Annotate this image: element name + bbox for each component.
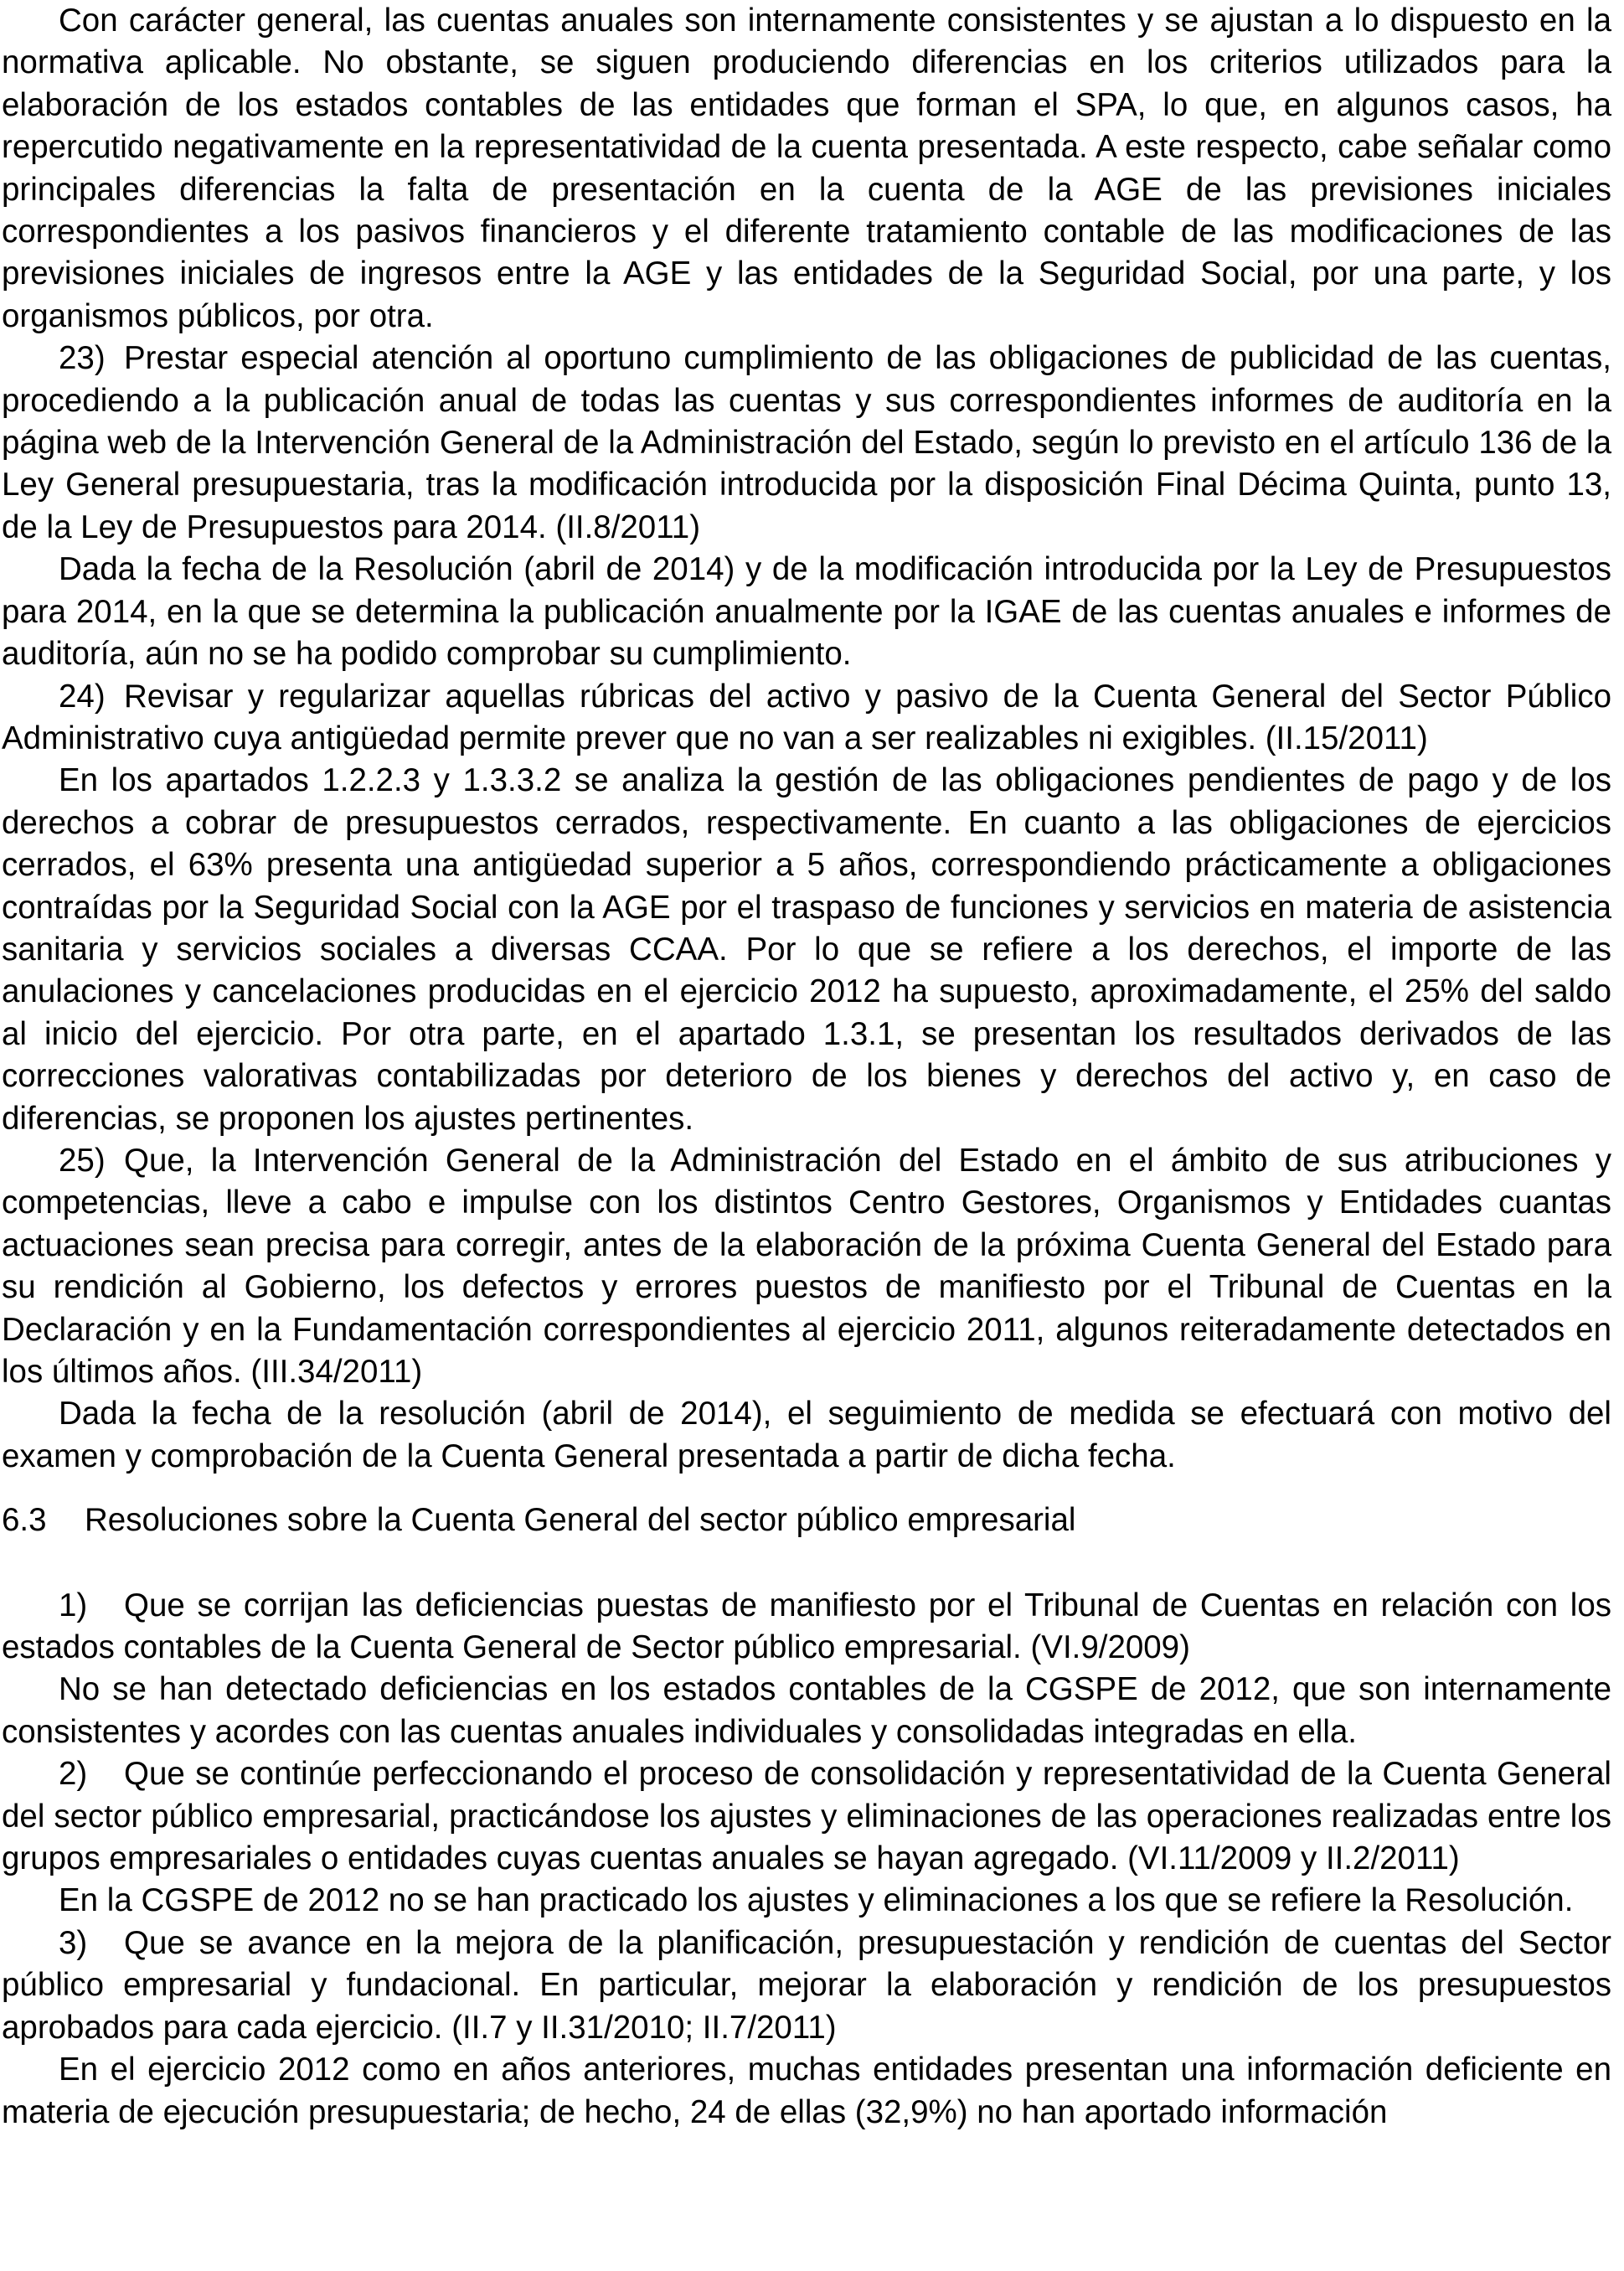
resolution-3-answer: En el ejercicio 2012 como en años anteriores, muchas entidades presentan una información deficiente en materia de ejecución presupuestaria; de hecho, 24 de ellas (32,9%) no han aportado información	[2, 2052, 1611, 2130]
document-page	[2, 0, 1611, 2134]
resolution-number: 1)	[59, 1587, 88, 1623]
resolution-number: 24)	[59, 678, 106, 715]
section-title: Resoluciones sobre la Cuenta General del sector público empresarial	[85, 1502, 1076, 1539]
resolution-23-answer: Dada la fecha de la Resolución (abril de 2014) y de la modificación introducida por la Ley de Presupuestos para 2014, en la que se determina la publicación anualmente por la IGAE de las cuentas anuales e informes de auditoría, aún no se ha podido comprobar su cumplimiento.	[2, 551, 1611, 673]
resolution-25	[2, 1140, 1611, 1393]
resolution-number: 2)	[59, 1756, 88, 1793]
resolution-3	[2, 1923, 1611, 2049]
section-heading	[2, 1499, 1611, 1541]
resolution-1-answer: No se han detectado deficiencias en los estados contables de la CGSPE de 2012, que son internamente consistentes y acordes con las cuentas anuales individuales y consolidadas integradas en ella.	[2, 1671, 1611, 1750]
resolution-1	[2, 1585, 1611, 1670]
resolution-23	[2, 338, 1611, 549]
resolution-24-answer: En los apartados 1.2.2.3 y 1.3.3.2 se analiza la gestión de las obligaciones pendientes de pago y de los derechos a cobrar de presupuestos cerrados, respectivamente. En cuanto a las obligaciones de ejercicios cerrados, el 63% presenta una antigüedad superior a 5 años, correspondiendo prácticamente a obligaciones contraídas por la Seguridad Social con la AGE por el traspaso de funciones y servicios en materia de asistencia sanitaria y servicios sociales a diversas CCAA. Por lo que se refiere a los derechos, el importe de las anulaciones y cancelaciones producidas en el ejercicio 2012 ha supuesto, aproximadamente, el 25% del saldo al inicio del ejercicio. Por otra parte, en el apartado 1.3.1, se presentan los resultados derivados de las correcciones valorativas contabilizadas por deterioro de los bienes y derechos del activo y, en caso de diferencias, se proponen los ajustes pertinentes.	[2, 762, 1611, 1137]
section-number: 6.3	[2, 1502, 47, 1539]
resolution-text: Que, la Intervención General de la Administración del Estado en el ámbito de sus atribuciones y competencias, lleve a cabo e impulse con los distintos Centro Gestores, Organismos y Entidades cuantas actuaciones sean precisa para corregir, antes de la elaboración de la próxima Cuenta General del Estado para su rendición al Gobierno, los defectos y errores puestos de manifiesto por el Tribunal de Cuentas en la Declaración y en la Fundamentación correspondientes al ejercicio 2011, algunos reiteradamente detectados en los últimos años. (III.34/2011)	[2, 1142, 1611, 1390]
resolution-text: Revisar y regularizar aquellas rúbricas del activo y pasivo de la Cuenta General del Sector Público Administrativo cuya antigüedad permite prever que no van a ser realizables ni exigibles. (II.15/2011)	[2, 678, 1611, 756]
resolution-text: Que se avance en la mejora de la planificación, presupuestación y rendición de cuentas del Sector público empresarial y fundacional. En particular, mejorar la elaboración y rendición de los presupuestos aprobados para cada ejercicio. (II.7 y II.31/2010; II.7/2011)	[2, 1924, 1611, 2046]
resolution-text: Que se continúe perfeccionando el proceso de consolidación y representatividad de la Cuenta General del sector público empresarial, practicándose los ajustes y eliminaciones de las operaciones realizadas entre los grupos empresariales o entidades cuyas cuentas anuales se hayan agregado. (VI.11/2009 y II.2/2011)	[2, 1756, 1611, 1877]
resolution-number: 3)	[59, 1924, 88, 1961]
resolution-24	[2, 676, 1611, 761]
resolution-text: Prestar especial atención al oportuno cumplimiento de las obligaciones de publicidad de las cuentas, procediendo a la publicación anual de todas las cuentas y sus correspondientes informes de auditoría en la página web de la Intervención General de la Administración del Estado, según lo previsto en el artículo 136 de la Ley General presupuestaria, tras la modificación introducida por la disposición Final Décima Quinta, punto 13, de la Ley de Presupuestos para 2014. (II.8/2011)	[2, 340, 1611, 545]
resolution-number: 23)	[59, 340, 106, 377]
resolution-2	[2, 1753, 1611, 1880]
resolution-25-answer: Dada la fecha de la resolución (abril de 2014), el seguimiento de medida se efectuará con motivo del examen y comprobación de la Cuenta General presentada a partir de dicha fecha.	[2, 1396, 1611, 1474]
resolution-text: Que se corrijan las deficiencias puestas de manifiesto por el Tribunal de Cuentas en relación con los estados contables de la Cuenta General de Sector público empresarial. (VI.9/2009)	[2, 1587, 1611, 1666]
paragraph-consistency: Con carácter general, las cuentas anuales son internamente consistentes y se ajustan a lo dispuesto en la normativa aplicable. No obstante, se siguen produciendo diferencias en los criterios utilizados para la elaboración de los estados contables de las entidades que forman el SPA, lo que, en algunos casos, ha repercutido negativamente en la representatividad de la cuenta presentada. A este respecto, cabe señalar como principales diferencias la falta de presentación en la cuenta de la AGE de las previsiones iniciales correspondientes a los pasivos financieros y el diferente tratamiento contable de las modificaciones de las previsiones iniciales de ingresos entre la AGE y las entidades de la Seguridad Social, por una parte, y los organismos públicos, por otra.	[2, 3, 1611, 334]
resolution-2-answer: En la CGSPE de 2012 no se han practicado los ajustes y eliminaciones a los que se refiere la Resolución.	[59, 1882, 1574, 1919]
resolution-number: 25)	[59, 1142, 106, 1179]
